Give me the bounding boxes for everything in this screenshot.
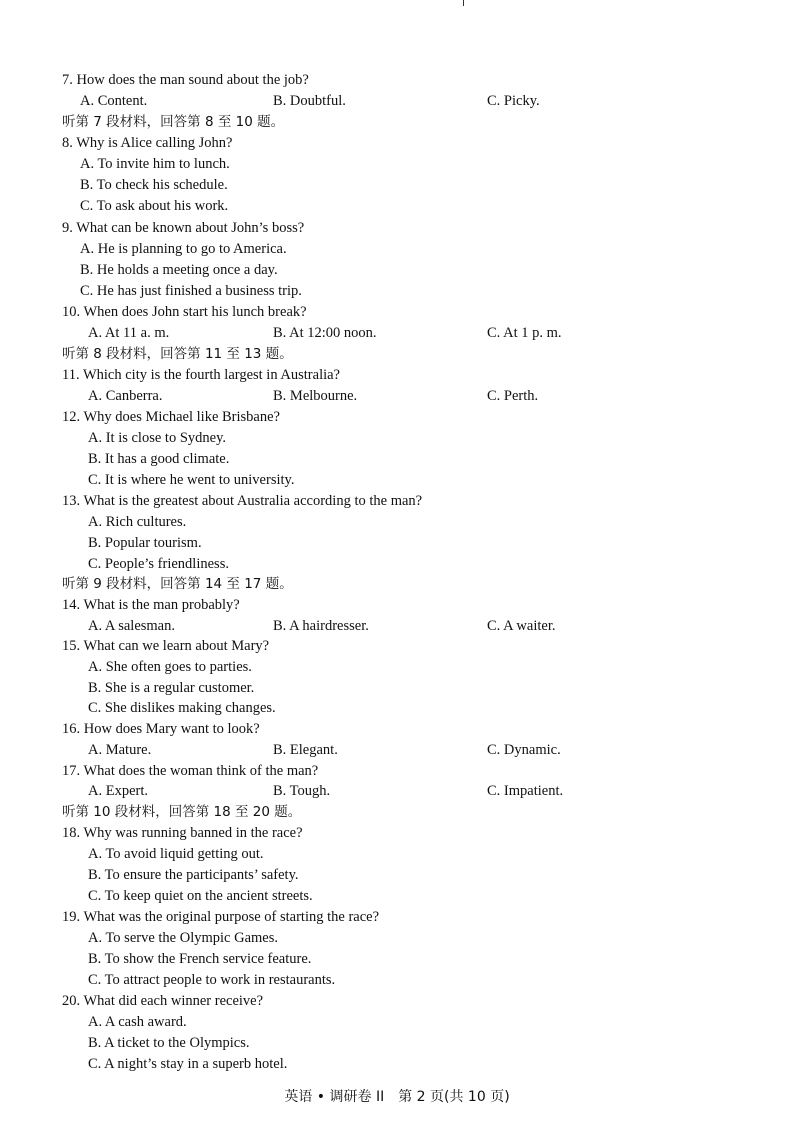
option-19a: A. To serve the Olympic Games.: [88, 930, 278, 946]
option-12c: C. It is where he went to university.: [88, 472, 295, 488]
option-9c: C. He has just finished a business trip.: [80, 283, 302, 299]
option-8a: A. To invite him to lunch.: [80, 156, 230, 172]
option-8b: B. To check his schedule.: [80, 177, 228, 193]
option-7b: B. Doubtful.: [273, 93, 346, 109]
option-13b: B. Popular tourism.: [88, 535, 202, 551]
options-10: [88, 323, 788, 343]
option-12b: B. It has a good climate.: [88, 451, 230, 467]
option-8c: C. To ask about his work.: [80, 198, 229, 214]
options-17: [88, 781, 788, 801]
option-17a: A. Expert.: [88, 783, 148, 799]
option-17c: C. Impatient.: [487, 783, 564, 799]
option-16b: B. Elegant.: [273, 742, 338, 758]
option-10c: C. At 1 p. m.: [487, 325, 562, 341]
question-16: 16. How does Mary want to look?: [62, 721, 260, 737]
option-20c: C. A night’s stay in a superb hotel.: [88, 1056, 288, 1072]
section-heading-10: 听第 10 段材料，回答第 18 至 20 题。: [62, 804, 302, 820]
question-20: 20. What did each winner receive?: [62, 993, 264, 1009]
top-mark: [463, 0, 464, 6]
question-8: 8. Why is Alice calling John?: [62, 135, 233, 151]
question-11: 11. Which city is the fourth largest in Australia?: [62, 367, 340, 383]
section-heading-9: 听第 9 段材料，回答第 14 至 17 题。: [62, 576, 293, 592]
option-18a: A. To avoid liquid getting out.: [88, 846, 264, 862]
option-20b: B. A ticket to the Olympics.: [88, 1035, 250, 1051]
question-7: 7. How does the man sound about the job?: [62, 72, 309, 88]
question-12: 12. Why does Michael like Brisbane?: [62, 409, 280, 425]
question-19: 19. What was the original purpose of starting the race?: [62, 909, 380, 925]
option-13c: C. People’s friendliness.: [88, 556, 229, 572]
option-15a: A. She often goes to parties.: [88, 659, 252, 675]
options-7: [80, 91, 780, 111]
section-heading-7: 听第 7 段材料，回答第 8 至 10 题。: [62, 114, 285, 130]
question-14: 14. What is the man probably?: [62, 597, 240, 613]
option-14a: A. A salesman.: [88, 618, 175, 634]
option-7c: C. Picky.: [487, 93, 540, 109]
section-heading-8: 听第 8 段材料，回答第 11 至 13 题。: [62, 346, 293, 362]
option-14c: C. A waiter.: [487, 618, 556, 634]
option-16a: A. Mature.: [88, 742, 152, 758]
question-18: 18. Why was running banned in the race?: [62, 825, 303, 841]
options-14: [88, 616, 788, 636]
option-7a: A. Content.: [80, 93, 148, 109]
question-17: 17. What does the woman think of the man?: [62, 763, 319, 779]
option-19c: C. To attract people to work in restaurants.: [88, 972, 336, 988]
option-11b: B. Melbourne.: [273, 388, 358, 404]
options-16: [88, 740, 788, 760]
option-18b: B. To ensure the participants’ safety.: [88, 867, 299, 883]
options-11: [88, 386, 788, 406]
option-10a: A. At 11 a. m.: [88, 325, 170, 341]
question-15: 15. What can we learn about Mary?: [62, 638, 270, 654]
option-15b: B. She is a regular customer.: [88, 680, 255, 696]
page-footer: 英语 • 调研卷 II 第 2 页(共 10 页): [284, 1089, 510, 1105]
option-9a: A. He is planning to go to America.: [80, 241, 287, 257]
option-11c: C. Perth.: [487, 388, 539, 404]
question-9: 9. What can be known about John’s boss?: [62, 220, 305, 236]
option-13a: A. Rich cultures.: [88, 514, 187, 530]
option-11a: A. Canberra.: [88, 388, 163, 404]
option-15c: C. She dislikes making changes.: [88, 700, 276, 716]
option-14b: B. A hairdresser.: [273, 618, 369, 634]
option-17b: B. Tough.: [273, 783, 331, 799]
question-13: 13. What is the greatest about Australia according to the man?: [62, 493, 423, 509]
option-10b: B. At 12:00 noon.: [273, 325, 377, 341]
option-19b: B. To show the French service feature.: [88, 951, 312, 967]
question-10: 10. When does John start his lunch break?: [62, 304, 307, 320]
option-18c: C. To keep quiet on the ancient streets.: [88, 888, 313, 904]
option-12a: A. It is close to Sydney.: [88, 430, 227, 446]
option-9b: B. He holds a meeting once a day.: [80, 262, 278, 278]
option-16c: C. Dynamic.: [487, 742, 561, 758]
option-20a: A. A cash award.: [88, 1014, 187, 1030]
